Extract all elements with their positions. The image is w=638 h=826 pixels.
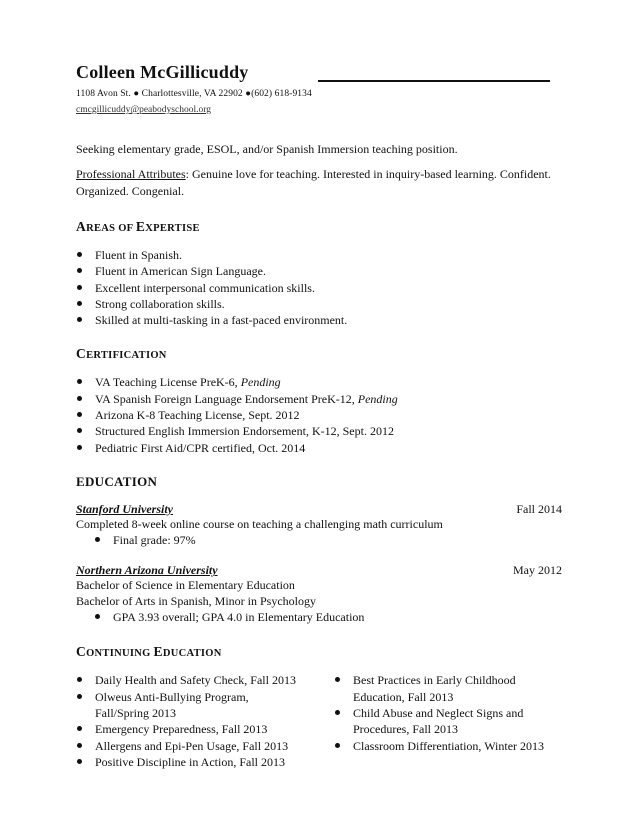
list-item: Positive Discipline in Action, Fall 2013: [76, 754, 334, 770]
school-date: Fall 2014: [516, 501, 562, 516]
continuing-list-left: [76, 672, 334, 770]
education-detail: Bachelor of Science in Elementary Education: [76, 578, 295, 593]
education-detail: Completed 8-week online course on teaching a challenging math curriculum: [76, 516, 443, 531]
list-item: Olweus Anti-Bullying Program, Fall/Spring 2013: [76, 689, 255, 722]
candidate-name: Colleen McGillicuddy: [76, 62, 249, 82]
objective: Seeking elementary grade, ESOL, and/or Spanish Immersion teaching position.: [76, 142, 458, 156]
list-item: GPA 3.93 overall; GPA 4.0 in Elementary Education: [94, 609, 562, 625]
section-heading-certification: CERTIFICATION: [76, 346, 167, 362]
list-item: VA Spanish Foreign Language Endorsement PreK-12, Pending: [76, 391, 562, 407]
list-item: Child Abuse and Neglect Signs and Procedures, Fall 2013: [334, 705, 538, 738]
list-item: Daily Health and Safety Check, Fall 2013: [76, 672, 334, 688]
list-item: Allergens and Epi-Pen Usage, Fall 2013: [76, 738, 334, 754]
education-bullets: [76, 609, 562, 625]
attributes-label: Professional Attributes: [76, 167, 186, 181]
header-rule: [318, 80, 550, 82]
continuing-list-right: [334, 672, 562, 770]
list-item: Final grade: 97%: [94, 532, 562, 548]
school-date: May 2012: [513, 563, 562, 578]
expertise-list: [76, 247, 562, 328]
section-heading-education: EDUCATION: [76, 473, 158, 489]
list-item: Fluent in American Sign Language.: [76, 263, 562, 279]
continuing-education-columns: [76, 672, 562, 770]
list-item: Structured English Immersion Endorsement, K-12, Sept. 2012: [76, 423, 562, 439]
list-item: Strong collaboration skills.: [76, 296, 562, 312]
education-detail: Bachelor of Arts in Spanish, Minor in Psychology: [76, 593, 316, 608]
list-item: Skilled at multi-tasking in a fast-paced environment.: [76, 312, 562, 328]
education-entry-stanford: [76, 502, 562, 549]
list-item: Classroom Differentiation, Winter 2013: [334, 738, 562, 754]
list-item: Best Practices in Early Childhood Education, Fall 2013: [334, 672, 531, 705]
school-name: Northern Arizona University: [76, 563, 218, 578]
list-item: Emergency Preparedness, Fall 2013: [76, 721, 334, 737]
list-item: Arizona K-8 Teaching License, Sept. 2012: [76, 407, 562, 423]
certification-list: [76, 374, 562, 455]
section-heading-expertise: AREAS OF EXPERTISE: [76, 219, 200, 234]
education-bullets: [76, 532, 562, 548]
list-item: VA Teaching License PreK-6, Pending: [76, 374, 562, 390]
list-item: Pediatric First Aid/CPR certified, Oct. 2014: [76, 440, 562, 456]
attributes-text: : Genuine love for teaching. Interested in inquiry-based learning. Confident. Organized. Congenial.: [76, 167, 551, 198]
resume-page: [76, 62, 562, 770]
email-link[interactable]: cmcgillicuddy@peabodyschool.org: [76, 105, 211, 115]
education-entry-nau: [76, 563, 562, 625]
contact-line: 1108 Avon St. ● Charlottesville, VA 22902 ●(602) 618-9134: [76, 89, 312, 99]
list-item: Fluent in Spanish.: [76, 247, 562, 263]
section-heading-continuing-education: CONTINUING EDUCATION: [76, 644, 222, 660]
professional-attributes: [76, 166, 562, 200]
school-name: Stanford University: [76, 501, 174, 516]
list-item: Excellent interpersonal communication skills.: [76, 280, 562, 296]
